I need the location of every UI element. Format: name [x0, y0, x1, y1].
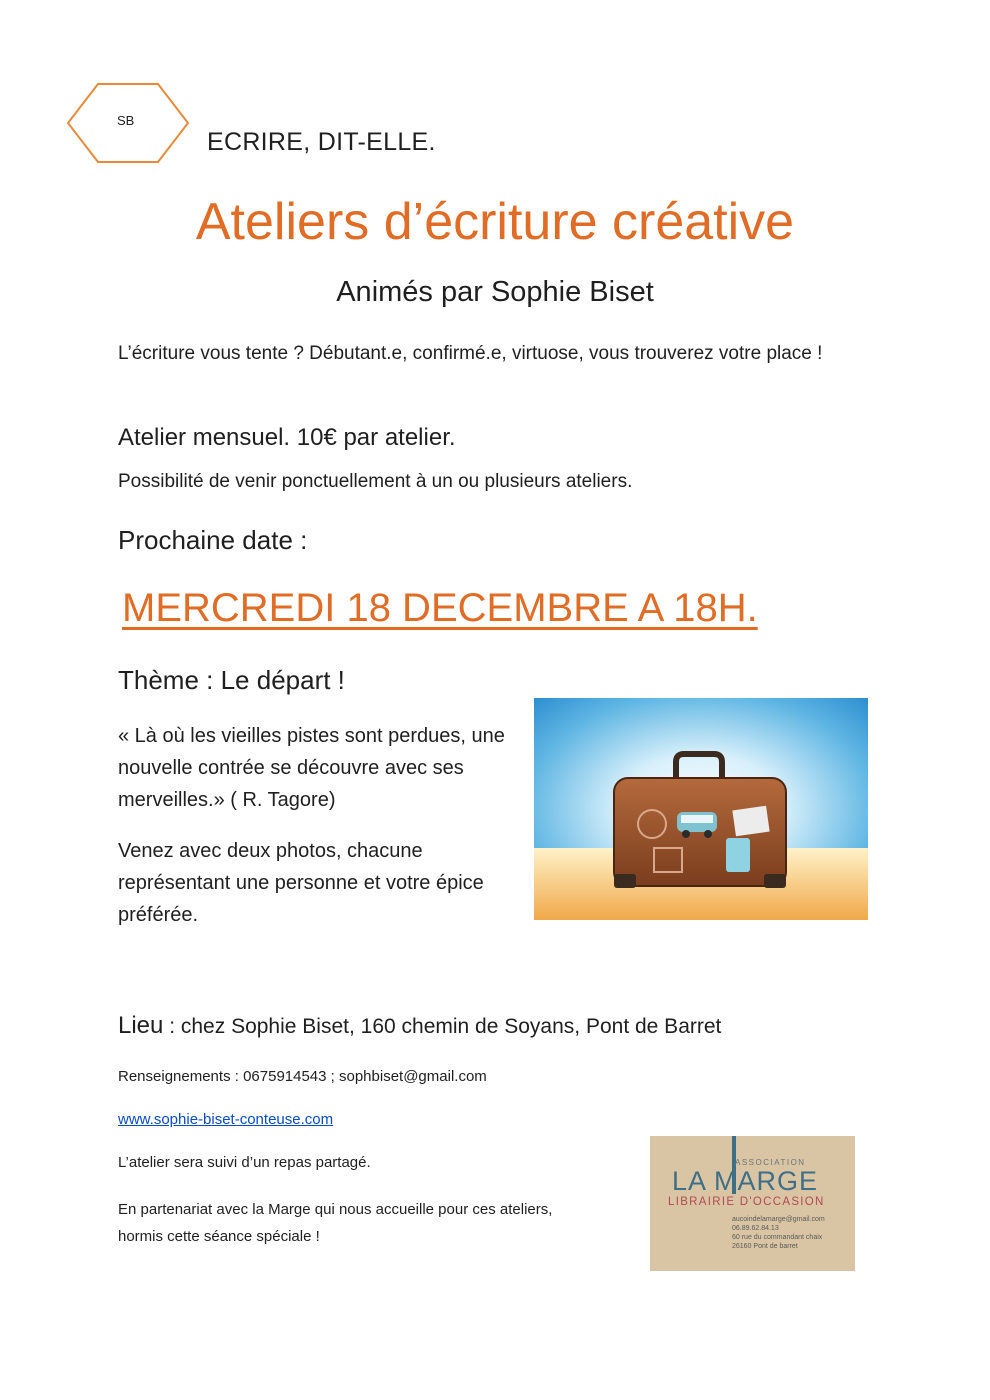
contact-info: Renseignements : 0675914543 ; sophbiset@gmail.com	[118, 1068, 487, 1085]
location-label: Lieu	[118, 1012, 164, 1039]
suitcase-photo	[534, 698, 868, 920]
logo-initials: SB	[117, 113, 135, 128]
brand-title: ECRIRE, DIT-ELLE.	[207, 128, 436, 156]
theme-heading: Thème : Le départ !	[118, 665, 345, 695]
possibility-text: Possibilité de venir ponctuellement à un ou plusieurs ateliers.	[118, 471, 633, 492]
monthly-info: Atelier mensuel. 10€ par atelier.	[118, 424, 456, 451]
subtitle: Animés par Sophie Biset	[336, 276, 654, 308]
marge-name: LA MARGE	[672, 1166, 819, 1196]
website-link[interactable]: www.sophie-biset-conteuse.com	[118, 1111, 334, 1128]
la-marge-logo	[650, 1136, 855, 1271]
next-date-label: Prochaine date :	[118, 525, 308, 555]
marge-city: 26160 Pont de barret	[732, 1243, 798, 1250]
intro-text: L’écriture vous tente ? Débutant.e, confirmé.e, virtuose, vous trouverez votre place !	[118, 343, 823, 364]
page-title: Ateliers d’écriture créative	[195, 193, 795, 251]
marge-association-label: ASSOCIATION	[735, 1158, 806, 1167]
marge-phone: 06.89.62.84.13	[732, 1225, 779, 1232]
location-address: : chez Sophie Biset, 160 chemin de Soyans, Pont de Barret	[163, 1015, 722, 1038]
marge-street: 60 rue du commandant chaix	[732, 1234, 823, 1241]
marge-email: aucoindelamarge@gmail.com	[732, 1216, 825, 1223]
location-line	[118, 1012, 721, 1040]
tagore-quote: « Là où les vieilles pistes sont perdues, une nouvelle contrée se découvre avec ses merveilles.» ( R. Tagore)	[118, 725, 505, 811]
marge-address-block	[732, 1215, 825, 1251]
partner-note: En partenariat avec la Marge qui nous accueille pour ces ateliers, hormis cette séance spéciale !	[118, 1201, 553, 1245]
marge-tagline: LIBRAIRIE D'OCCASION	[668, 1196, 825, 1208]
event-date: MERCREDI 18 DECEMBRE A 18H.	[122, 586, 758, 630]
instructions-text: Venez avec deux photos, chacune représentant une personne et votre épice préférée.	[118, 840, 484, 926]
meal-note: L’atelier sera suivi d’un repas partagé.	[118, 1154, 371, 1171]
